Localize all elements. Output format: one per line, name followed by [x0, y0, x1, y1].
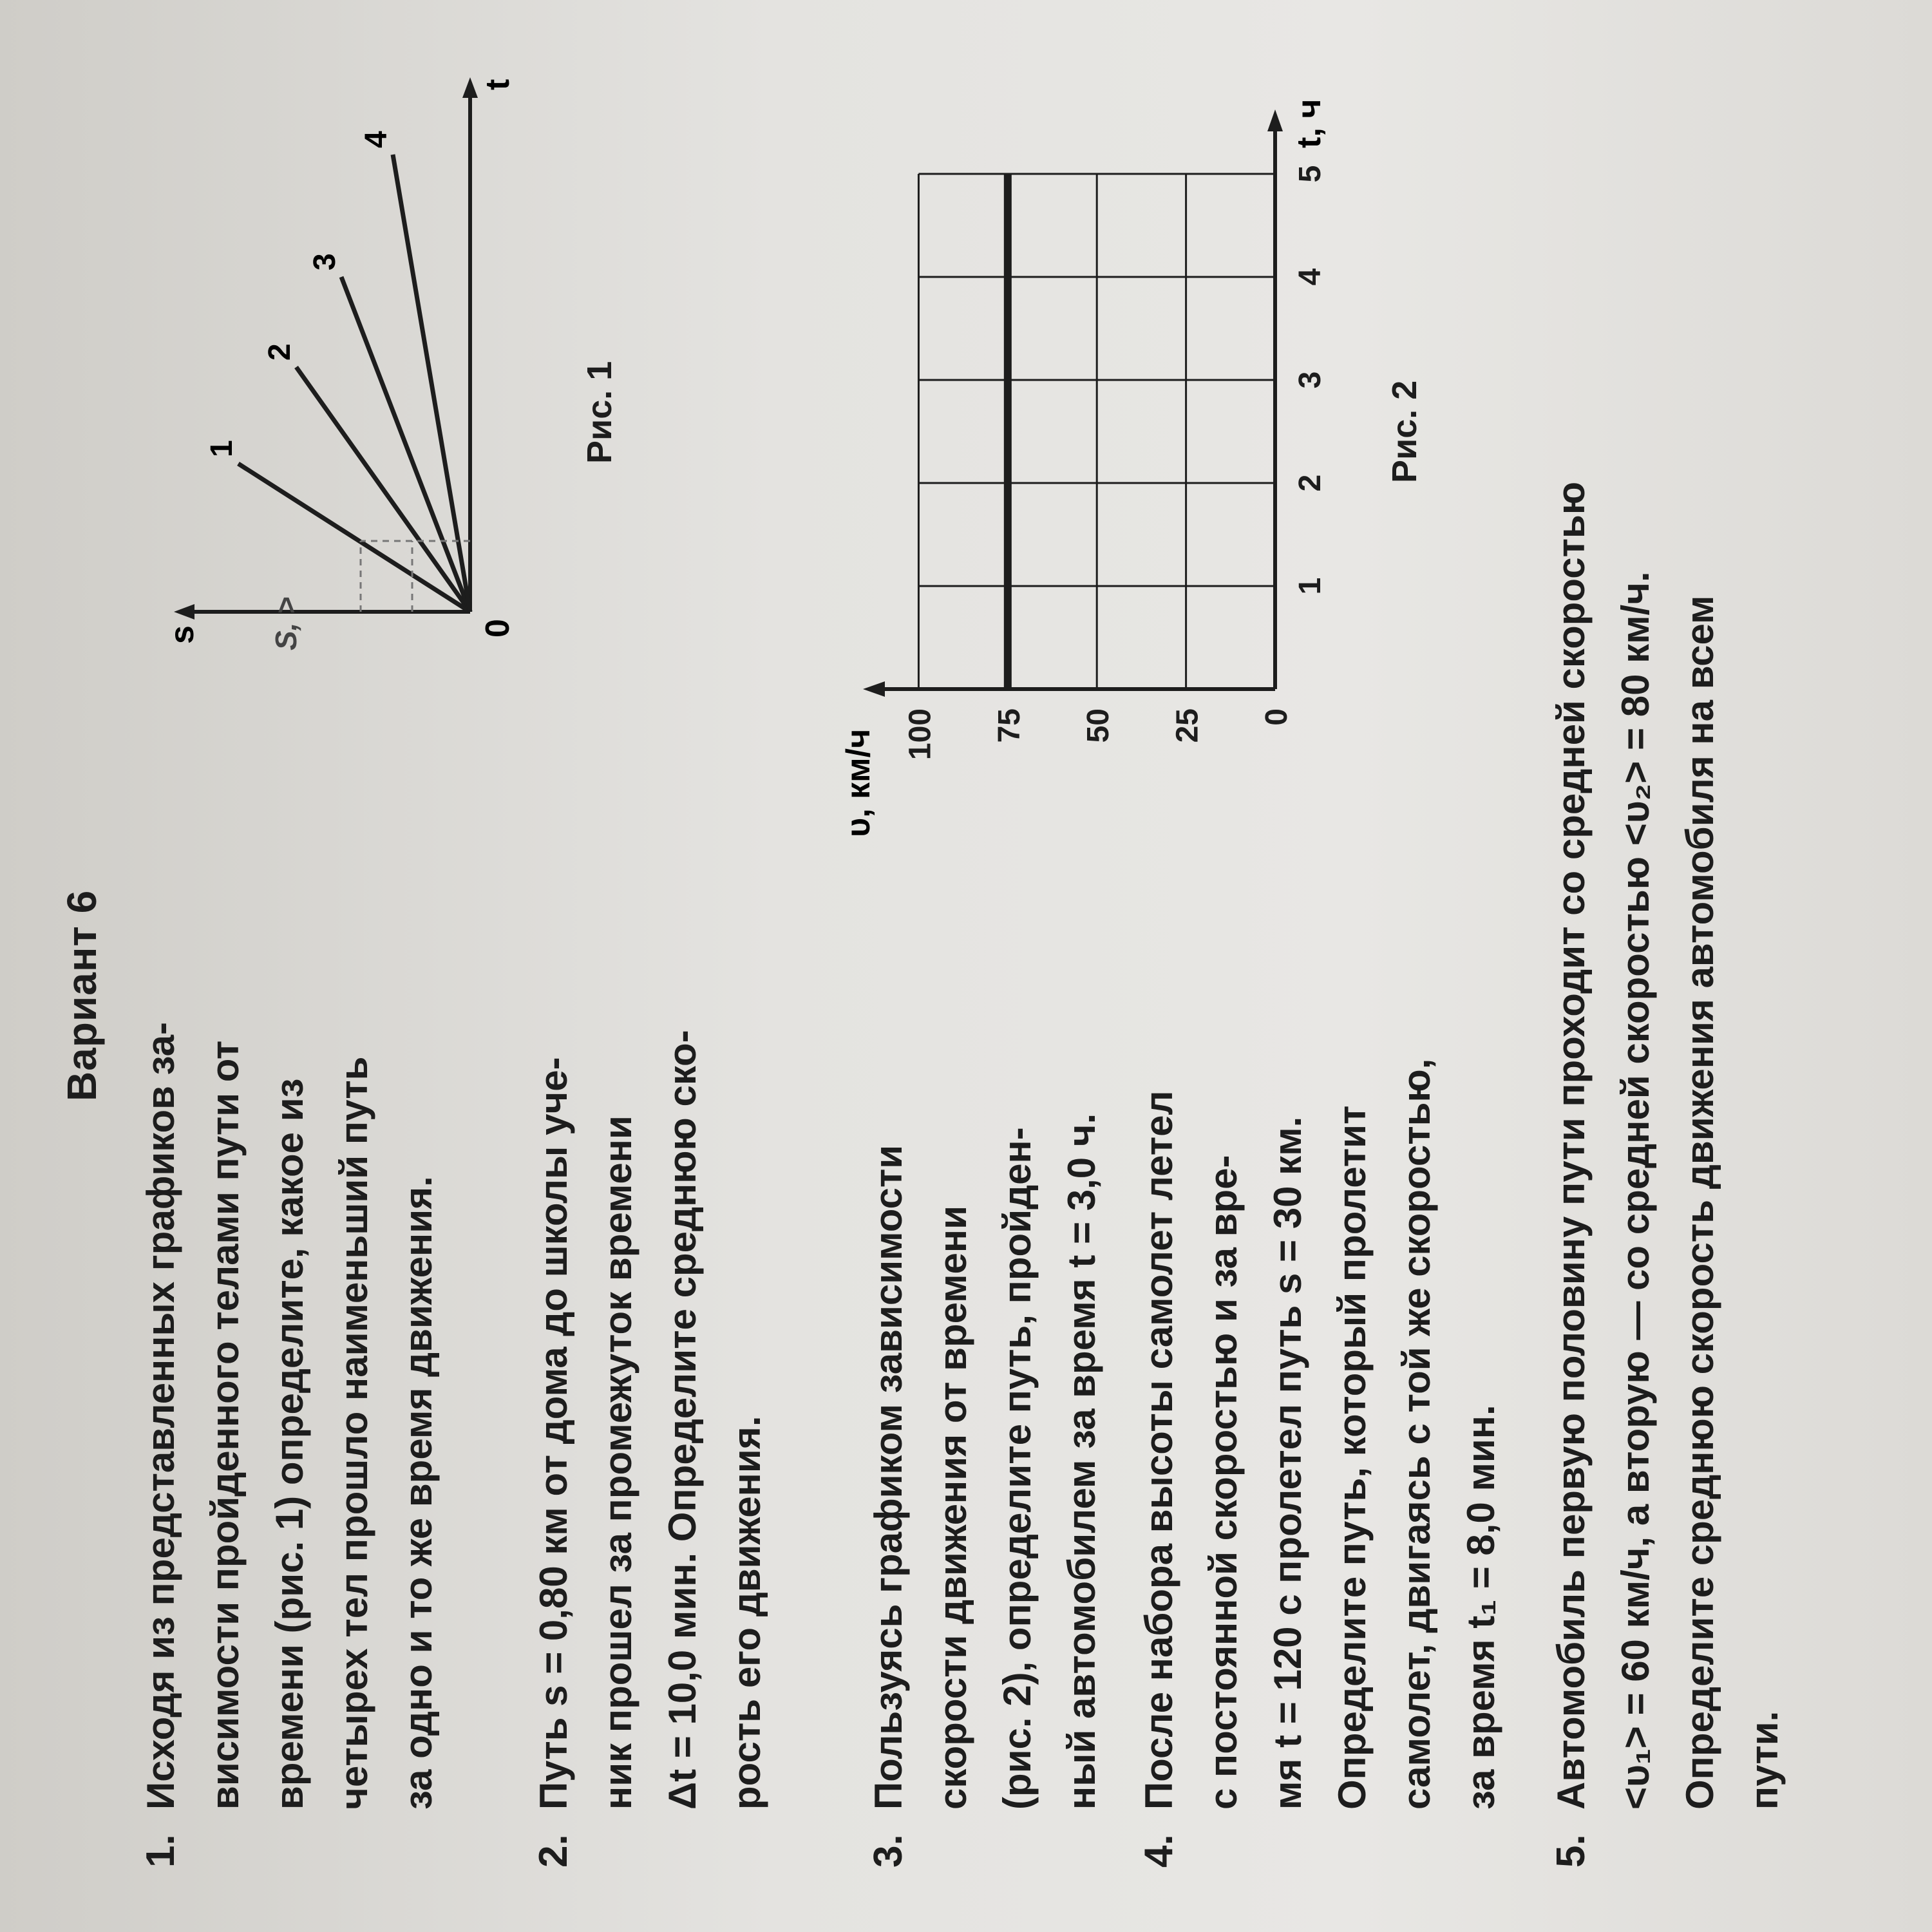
task-line: времени (рис. 1) определите, какое из: [268, 1078, 311, 1810]
line-label-4: 4: [359, 131, 393, 148]
y-tick-label: 25: [1170, 708, 1205, 743]
y-tick-label: 50: [1081, 708, 1116, 743]
task-line: Исходя из представленных графиков за-: [139, 1021, 182, 1810]
y-axis-arrow: [863, 681, 885, 697]
task-text: [1127, 1059, 1513, 1810]
task-line: за одно и то же время движения.: [397, 1176, 440, 1810]
figure-2-speed-time-chart: [811, 58, 1365, 857]
task-line: за время t₁ = 8,0 мин.: [1459, 1405, 1502, 1810]
y-axis-label: s: [164, 625, 201, 644]
task-line: четырех тел прошло наименьший путь: [332, 1056, 375, 1810]
task-line: с постоянной скоростью и за вре-: [1202, 1155, 1245, 1810]
y-axis-label: υ, км/ч: [840, 728, 877, 837]
task-line: мя t = 120 с пролетел путь s = 30 км.: [1266, 1116, 1309, 1810]
origin-label: 0: [479, 619, 516, 638]
graph-line-4: [393, 155, 470, 612]
figure-1-caption: Рис. 1: [580, 361, 619, 464]
x-axis-label: t: [479, 79, 516, 90]
variant-title: Вариант 6: [59, 889, 105, 1101]
x-axis-arrow: [462, 77, 478, 98]
line-label-3: 3: [308, 253, 342, 270]
line-label-1: 1: [205, 440, 239, 457]
task-number: 4.: [1137, 1834, 1181, 1868]
chart-ticks: [903, 166, 1327, 760]
task-line: Определите путь, который пролетит: [1331, 1105, 1374, 1810]
figure-1-path-time-graph: [148, 45, 547, 689]
task-line: (рис. 2), определите путь, пройден-: [996, 1127, 1039, 1810]
x-tick-label: 4: [1293, 268, 1327, 286]
task-line: <υ₁> = 60 км/ч, а вторую — со средней скоростью <υ₂> = 80 км/ч.: [1614, 571, 1657, 1810]
y-tick-label: 75: [992, 708, 1027, 743]
x-tick-label: 1: [1293, 577, 1327, 595]
x-tick-label: 3: [1293, 371, 1327, 389]
task-line: Определите среднюю скорость движения автомобиля на всем: [1678, 595, 1721, 1810]
task-number: 2.: [531, 1834, 576, 1868]
y-tick-label: 0: [1260, 708, 1294, 726]
graph-line-1: [238, 464, 470, 612]
task-number: 3.: [866, 1834, 911, 1868]
x-axis-arrow: [1267, 109, 1283, 131]
y-tick-label: 100: [903, 708, 938, 761]
chart-grid: [918, 174, 1275, 689]
task-text: [522, 1030, 779, 1810]
chart-axes: [863, 109, 1283, 697]
task-line: ный автомобилем за время t = 3,0 ч.: [1060, 1113, 1103, 1810]
task-text: [857, 1113, 1114, 1810]
x-axis-label: t, ч: [1291, 99, 1328, 148]
task-line: После набора высоты самолет летел: [1137, 1090, 1180, 1810]
x-tick-label: 5: [1293, 165, 1327, 183]
figure-2-caption: Рис. 2: [1385, 380, 1424, 483]
task-text: [1539, 482, 1797, 1810]
handwritten-note: S, >: [269, 596, 303, 650]
task-line: висимости пройденного телами пути от: [204, 1040, 247, 1810]
graph-line-2: [296, 367, 470, 612]
task-number: 1.: [138, 1834, 183, 1868]
task-line: рость его движения.: [725, 1416, 768, 1810]
y-axis-arrow: [174, 604, 194, 620]
task-text: [129, 1022, 451, 1810]
x-tick-label: 2: [1293, 474, 1327, 492]
task-line: самолет, двигаясь с той же скоростью,: [1395, 1058, 1438, 1810]
task-line: скорости движения от времени: [931, 1205, 974, 1810]
task-line: Пользуясь графиком зависимости: [867, 1144, 910, 1810]
task-line: ник прошел за промежуток времени: [596, 1115, 639, 1810]
task-line: Путь s = 0,80 км от дома до школы уче-: [532, 1057, 575, 1810]
task-line: Автомобиль первую половину пути проходит со средней скоростью: [1549, 481, 1593, 1810]
task-number: 5.: [1549, 1834, 1593, 1868]
task-line: Δt = 10,0 мин. Определите среднюю ско-: [661, 1030, 704, 1810]
line-label-2: 2: [263, 343, 297, 361]
textbook-page: [19, 19, 1913, 1913]
task-line: пути.: [1743, 1710, 1786, 1810]
